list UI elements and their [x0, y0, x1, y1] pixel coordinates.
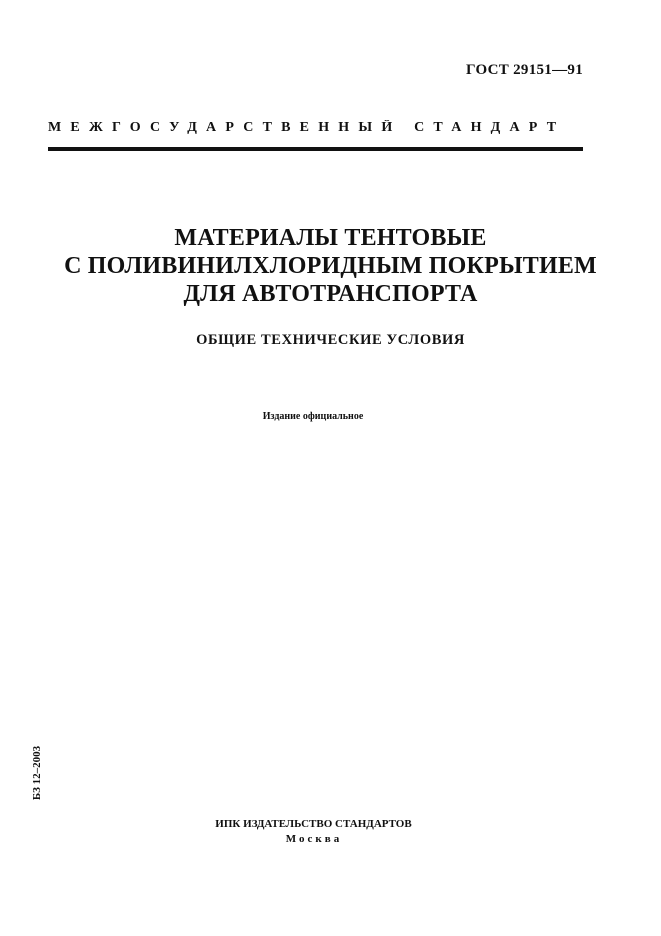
document-subtitle: ОБЩИЕ ТЕХНИЧЕСКИЕ УСЛОВИЯ — [196, 332, 465, 348]
publisher-name: ИПК ИЗДАТЕЛЬСТВО СТАНДАРТОВ — [215, 818, 412, 830]
document-number: ГОСТ 29151—91 — [465, 62, 583, 78]
edition-note: Издание официальное — [262, 411, 364, 422]
document-title — [0, 224, 661, 308]
title-line-1: МАТЕРИАЛЫ ТЕНТОВЫЕ — [174, 225, 487, 251]
side-code: БЗ 12–2003 — [31, 745, 43, 801]
title-line-2: С ПОЛИВИНИЛХЛОРИДНЫМ ПОКРЫТИЕМ — [64, 253, 597, 279]
heading-rule — [48, 147, 583, 151]
publisher-city: Москва — [285, 833, 343, 845]
title-line-3: ДЛЯ АВТОТРАНСПОРТА — [183, 281, 478, 307]
series-heading: МЕЖГОСУДАРСТВЕННЫЙ СТАНДАРТ — [48, 120, 566, 135]
